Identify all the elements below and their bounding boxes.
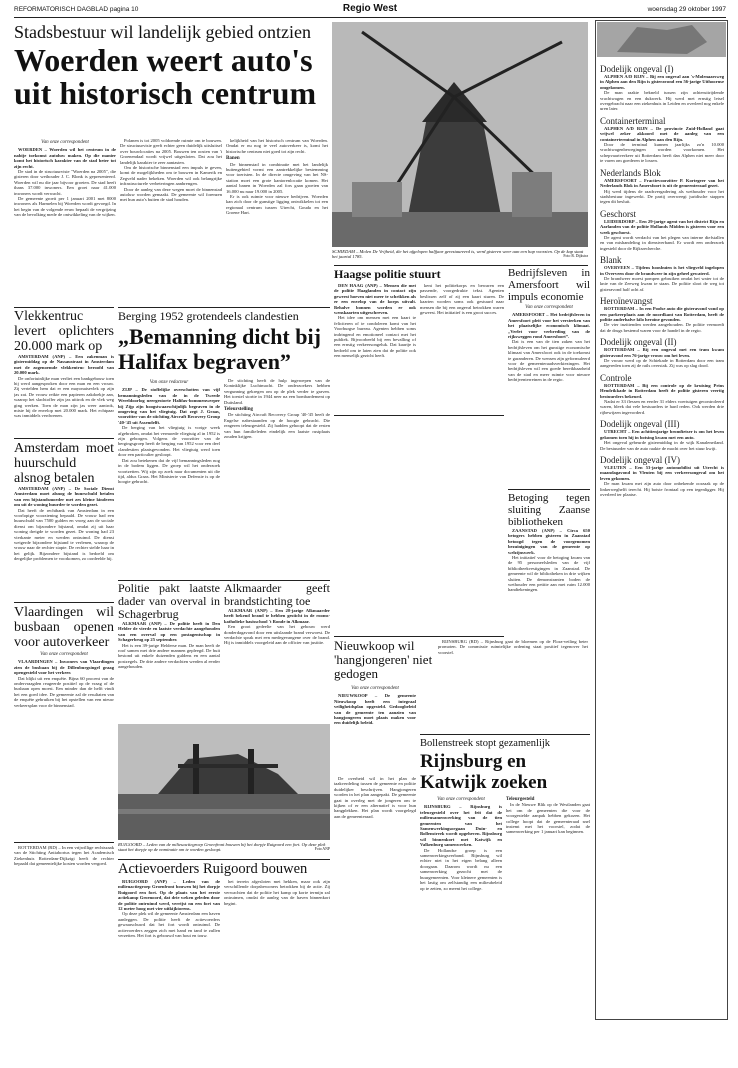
amersfoort-lead: AMERSFOORT – Het bedrijfsleven in Amersfoort pleit voor het versterken van het plaatselijke economisch klimaat. „Verlet voor verbreding van de rijksweggen rond Amersfoort”. bbox=[508, 312, 590, 340]
ruigoord-credit: Foto ANP bbox=[314, 847, 330, 852]
windmill-caption bbox=[332, 249, 588, 263]
rijnsburg-col-2 bbox=[506, 795, 590, 1010]
ruigoord-caption-text: RUIGOORD – Leden van de milieuactiegroep Groenfront bouwen bij het dorpje Ruigoord een fort. Op deze plek staat het dorpje op de nominatie om te worden gesloopt. bbox=[118, 842, 326, 853]
story-schagerbrug bbox=[118, 582, 220, 722]
rijnsburg-subhead: Teleurgesteld bbox=[506, 797, 535, 802]
nieuwkoop-text: De overheid wil in het plan de taakverdeling tussen de gemeente en politie duidelijker beschrijven. Hangjongeren worden in het plan aangepakt. De gemeente gaat in overleg met de jongeren om te kijken of er een alternatief is voor hun hangplekken. Het plan wordt voorgelegd aan de gemeenteraad. bbox=[334, 776, 416, 819]
alkmaarder-text: Een groot gedeelte van het gebouw werd donderdagavond door een uitslaande brand verwoest. De verdachte sprak met een medegevangene over de brand. Hij is inmiddels voorgeleid aan de officier van justitie. bbox=[224, 624, 330, 646]
brief-5-text: De vier inzittenden werden aangehouden. De politie vermoedt dat de drugs bestemd waren voor de handel in de regio. bbox=[600, 322, 724, 333]
zaanse-lead: ZAANSTAD (ANP) – Circa 650 betogers hebben gisteren in Zaanstad betoogd tegen de voorgenomen bezuinigingen van de gemeente op welzijnswerk. bbox=[508, 528, 590, 555]
story-vlekkentruc bbox=[14, 309, 114, 437]
haagse-headline: Haagse politie stuurt bbox=[334, 267, 441, 281]
brief-1 bbox=[600, 116, 724, 164]
sidebar-briefs bbox=[600, 60, 724, 1010]
story-huurschuld bbox=[14, 441, 114, 601]
windmill-credit: Foto R. Dijkstra bbox=[563, 254, 588, 259]
brief-2 bbox=[600, 168, 724, 205]
main-p8: Er is ook ruimte voor nieuwe bedrijven. Woerden kan zich door de gunstige ligging ontwikkelen tot een regionaal centrum tussen Utrecht, Gouda en het Groene Hart. bbox=[226, 194, 328, 216]
main-p6: kelijkheid van het historisch centrum van Woerden. Omdat er nu nog te veel autoverkeer is, komt het historische centrum niet goed tot zijn recht. bbox=[226, 138, 328, 154]
brief-6-head: Dodelijk ongeval (II) bbox=[600, 337, 677, 348]
amersfoort-headline: Bedrijfsleven in Amersfoort wil impuls economie bbox=[508, 267, 590, 303]
brief-8-head: Dodelijk ongeval (III) bbox=[600, 419, 680, 430]
windmill-caption-text: SCHIEDAM – Molen De Vrijheid, die het afgelopen halfjaar gerestaureerd is, werd gisteren weer aan een hap voorzien. Op de kap staat het jaartal 1785. bbox=[332, 249, 584, 260]
brief-0 bbox=[600, 64, 724, 112]
ruigoord-image bbox=[118, 724, 330, 840]
main-headline: Woerden weert auto's uit historisch centrum bbox=[14, 44, 317, 111]
haagse-lead: DEN HAAG (ANP) – Mensen die met de politie Haaglanden in contact zijn geweest hoeven niet meer te schrikken als er een envelop van de korps uitvalt. Behalve bonnen worden er ook wenskaarten uitgeschreven. bbox=[334, 283, 416, 316]
paper-name: REFORMATORISCH DAGBLAD pagina 10 bbox=[14, 6, 139, 13]
huurschuld-text: Dat heeft de rechtbank van Amsterdam in een voorlopige voorziening bepaald. De vrouw had een huurschuld van 7500 gulden en vroeg aan de sociale dienst om bijzondere bijstand, omdat zij uit haar woning dreigde te worden gezet. De woning had 23 vierkante meter en werden ontruimd. De dienst weigerde bijzondere bijstand te verlenen, waarop de vrouw naar de rechter stapte. De rechter stelde haar in het gelijk. Bijzondere bijstand is bedoeld om dergelijke problemen te voorkomen, zo oordeelde hij. bbox=[14, 507, 114, 562]
alkmaarder-headline: Alkmaarder geeft brandstichting toe bbox=[224, 582, 330, 608]
brief-3-head: Geschorst bbox=[600, 208, 636, 219]
halifax-text-3: De stichting heeft de hulp ingeroepen van de Koninklijke Luchtmacht. De onderzoekers hebben vergunning gekregen om op de plek verder te graven. Het toestel stortte in 1944 neer na een bombardement op Duitsland. bbox=[224, 378, 330, 405]
brief-4-text: De brandweer moest pompen gebruiken omdat het water tot de knie van de Zeeweg kwam te staan. De politie sloot de weg tot gisteravond half acht af. bbox=[600, 275, 724, 292]
nieuwkoop-col-2 bbox=[334, 776, 416, 1008]
main-p5: Door de aanleg van deze wegen moet de binnenstad autoluw worden gemaakt. De gemeente wil forenzen met hun auto's buiten de stad houden. bbox=[120, 186, 222, 203]
brief-1-head: Containerterminal bbox=[600, 115, 666, 126]
halifax-col-1 bbox=[118, 378, 220, 578]
brief-7-text: Nadat er 33 flessen en eerder 31 elders voertuigen gecontroleerd waren, bleek dat vele bestuurders te hard reden. Ook werden drie rijbewijzen ingevorderd. bbox=[600, 399, 724, 415]
main-col-2 bbox=[120, 138, 222, 306]
brief-0-text: De man raakte bekneld tussen zijn achteruitrijdende vrachtwagen en een dukwerk. Hij werd met ernstig letsel overgebracht naar een ziekenhuis in Leiden en overleed nog enkele uren later. bbox=[600, 90, 724, 112]
brief-8 bbox=[600, 419, 724, 451]
windmill-image bbox=[332, 22, 588, 247]
brief-7 bbox=[600, 373, 724, 415]
brief-3-text: De agent wordt verdacht van het plegen van interne diefstallen en van mishandeling in dienstverband. Er wordt een onderzoek ingesteld door de Rijksrecherche. bbox=[600, 234, 724, 251]
ruigoord-lead: RUIGOORD (ANP) – Leden van de milieuactiegroep Groenfront bouwen bij het dorpje Ruigoord een fort. Op de plaats van het eerste actiekamp Groenoord, dat drie weken geleden door de politie ontruimd werd, verrijst nu een fort van 12 meter hoog met vier uitkijktorens. bbox=[118, 879, 220, 912]
main-p3: Polanen is tot 2005 voldoende ruimte om te bouwen. De structuurvisie geeft echter geen duidelijk uitsluitsel over bouwlocaties na 2005. Bouwen ten oosten van 't Groenendaal wordt vrijwel uitgesloten. Dat zou het landelijk karakter te zeer aantasten. bbox=[120, 138, 222, 165]
brief-5 bbox=[600, 296, 724, 333]
vlekkentruc-headline: Vlekkentruc levert oplichters 20.000 mark op bbox=[14, 309, 114, 354]
brief-3-lead: LEIDERDORP – Een 29-jarige agent van het district Rijn en Aarlanden van de politie Hollands Midden is gisteren voor een week geschorst. bbox=[600, 218, 724, 235]
huurschuld-lead: AMSTERDAM (ANP) – De Sociale Dienst Amsterdam moet alsnog de huurschuld betalen van een bijstandsmoeder met zes kleine kinderen om uit de woning huurder te worden gezet. bbox=[14, 486, 114, 508]
brief-7-lead: ROTTERDAM – Bij een controle op de kruising Prins Hendrikkade in Rotterdam heeft de politie gisteren veertig bestuurders bekeurd. bbox=[600, 382, 724, 399]
rijnsburg-kicker: Bollenstreek stopt gezamenlijk bbox=[420, 738, 551, 749]
brief-0-lead: ALPHEN A/D RIJN – Bij een ongeval aan 's-Molenaarsweg in Alphen aan den Rijn is gisteravond een 56-jarige Uithoornse omgekomen. bbox=[600, 74, 724, 90]
brief-6 bbox=[600, 337, 724, 369]
ruigoord-col-1 bbox=[118, 879, 220, 1009]
story-amersfoort bbox=[508, 267, 590, 487]
main-p4: Om de historische binnenstad een impuls te geven, komt de mogelijkheden om te bouwen in Kamerik en Zegveld nader bekeken. Woerden wil ook belangrijke infrastructurele verbeteringen aanbrengen. bbox=[120, 165, 222, 187]
nieuwkoop-byline: Van onze correspondent bbox=[351, 686, 399, 691]
story-rotterdam-brief bbox=[14, 845, 114, 905]
main-subhead-banen: Banen bbox=[226, 156, 240, 162]
vlaardingen-bus-byline: Van onze correspondent bbox=[40, 652, 88, 657]
halifax-headline: „Bemanning dicht bij Halifax begraven” bbox=[118, 324, 321, 374]
ruigoord-photo bbox=[118, 724, 330, 840]
brief-9-head: Dodelijk ongeval (IV) bbox=[600, 454, 680, 465]
halifax-col-2 bbox=[224, 378, 330, 578]
brief-1-lead: ALPHEN A/D RIJN – De provincie Zuid-Holland gaat vrijwel zeker akkoord met de aanleg van een containerterminal in Alphen aan den Rijn. bbox=[600, 125, 724, 142]
nieuwkoop-headline: Nieuwkoop wil 'hangjongeren' niet gedogen bbox=[334, 639, 433, 681]
brief-0-head: Dodelijk ongeval (I) bbox=[600, 64, 674, 74]
main-lead: WOERDEN – Woerden wil het centrum in de nabije toekomst autoluw maken. Op die manier komt het historisch karakter van de stad beter tot zijn recht. bbox=[14, 147, 116, 169]
brief-9-lead: VLEUTEN – Een 53-jarige automobilist uit Utrecht is maandagavond in Vleuten bij een verkeersongeval om het leven gekomen. bbox=[600, 464, 724, 481]
halifax-lead: ZIJP – De stoffelijke overschotten van vijf bemanningsleden van de in de Tweede Wereldoorlog neergestorte Halifax-bommenwerper bij Zijp zijn hoogstwaarschijnlijk begraven in de omgeving van het vliegtuig. Dat zegt J. Graas, voorzitter van de stichting Aircraft Recovery Group '40-'45 uit Assendelft. bbox=[118, 387, 220, 425]
main-p1: De stad in de structuurvisie "Woerden na 2005", die gisteren door wethouder J. C. Blonk is gepresenteerd. Woerden wil nu die jaar bijvoor groeien. De stad heeft thans 37.000 inwoners. Een groei naar 41.000 inwoners wordt verwacht. bbox=[14, 169, 116, 196]
rijnsburg-lead: RIJNSBURG – Rijnsburg is teleurgesteld over het feit dat de milieusamenwerking van de tien gemeenten van het Samenwerkingsorgaan Duin- en Bollenstreek wordt opgeheven. Rijnsburg wil binnenkort met Katwijk en Valkenburg samenwerken. bbox=[420, 804, 502, 848]
huurschuld-headline: Amsterdam moet huurschuld alsnog betalen bbox=[14, 441, 114, 486]
haagse-col-1 bbox=[334, 283, 416, 413]
schagerbrug-text: Het is een 39-jarige Helderse man. De man heeft de roof samen met drie andere mannen gepleegd. De buit bestond uit enkele duizenden guldens en een aantal postzegels. De drie andere verdachten werden al eerder aangehouden. bbox=[118, 642, 220, 670]
main-p2: De gemeente groeit per 1 januari 2001 met 8000 inwoners als Harmelen bij Woerden wordt gevoegd. In het begin van de volgende eeuw bepaalt de vergrijzing van de bevolking mede de ontwikkeling van de wijken. bbox=[14, 196, 116, 218]
main-byline: Van onze correspondent bbox=[41, 140, 89, 145]
brief-8-text: Het ongeval gebeurde gistermiddag in de wijk Kanaleneiland. De bestuurder van de auto raakte de macht over het stuur kwijt. bbox=[600, 440, 724, 451]
story-zaanse bbox=[508, 492, 590, 642]
moermanlaan-col-1 bbox=[334, 464, 416, 634]
haagse-text-2: kent het politiekorps en bewaren een passende, voorgedrukte tekst. Agenten beslissen zelf of zij een kaart sturen. De kaarten worden soms ook gestuurd naar mensen die bij een ongeval betrokken waren geweest. Het initiatief is een groot succes. bbox=[420, 283, 504, 316]
brief-6-lead: ROTTERDAM – Bij een ongeval met een tram kwam gisteravond een 76-jarige vrouw om het leven. bbox=[600, 347, 724, 358]
haagse-col-2 bbox=[420, 283, 504, 413]
rijnsburg-byline: Van onze correspondent bbox=[437, 797, 485, 802]
story-alkmaarder bbox=[224, 582, 330, 722]
brief-6-text: De vrouw werd op de Schiekade in Rotterdam door een tram aangereden toen zij de rails overstak. Zij was op slag dood. bbox=[600, 358, 724, 369]
rijnsburg-text-2: In de Nieuwe Blik op de Westlanden gaat het om de gemeenten die voor de voorgestelde aanpak hebben gekozen. Het college hoopt dat de gemeenteraad snel instemt met het voorstel, zodat de samenwerking per 1 januari kan beginnen. bbox=[506, 802, 590, 835]
rijnsburg-brief-text: RIJNSBURG (RD) – Rijnsburg gaat de bloemen op de Flora-veiling beter promoten. De commissie ruimtelijke ordening staat positief tegenover het voorstel. bbox=[438, 639, 588, 655]
brief-2-head: Nederlands Blok bbox=[600, 167, 661, 178]
main-col-1 bbox=[14, 138, 116, 306]
main-kicker: Stadsbestuur wil landelijk gebied ontzien bbox=[14, 22, 311, 42]
nieuwkoop-col-1 bbox=[334, 684, 416, 774]
ruigoord-text: Op deze plek wil de gemeente Amsterdam een haven aanleggen. De politie heeft de actievoerders gewaarschuwd dat het fort wordt ontruimd. De actievoerders zeggen zich met hand en tand te zullen verzetten. Het fort is gebouwd van hout en touw. bbox=[118, 911, 220, 939]
ruigoord-text-2: het terrein afgesloten met hekken, maar ook zijn verschillende dorpsbewoners betrokken bij de actie. Zij verwachten dat de politie het kamp op korte termijn zal ontruimen, omdat de aanleg van de haven binnenkort begint. bbox=[224, 879, 330, 906]
header-rule bbox=[14, 17, 726, 18]
vlekkentruc-text: De onfortuinlijke man verliet een bankgebouw toen hij werd aangesproken door een man en een vrouw. Zij vertelden hem dat er een mayonaisevlek op zijn jas zat. De vrouw reikte een papieren zakdoekje aan, waarop het slachtoffer zijn jas uittrok en de vlek weg ging werken. Toen de man zijn jas weer aantrok, miste hij de envelop met 20.000 mark. Het echtpaar was inmiddels verdwenen. bbox=[14, 375, 114, 419]
halifax-kicker: Berging 1952 grotendeels clandestien bbox=[118, 309, 299, 323]
halifax-subhead: Teleurstelling bbox=[224, 407, 253, 413]
brief-9-text: De man kwam met zijn auto door onbekende oorzaak op de linkerweghelft terecht. Hij botste frontaal op een tegenligger. Hij overleed ter plaatse. bbox=[600, 481, 724, 497]
brief-8-lead: UTRECHT – Een achttienjarige bromfietser is om het leven gekomen toen hij in botsing kwam met een auto. bbox=[600, 429, 724, 440]
brief-7-head: Controle bbox=[600, 372, 632, 383]
ruigoord-col-2 bbox=[224, 879, 330, 1009]
windmill-photo bbox=[332, 22, 588, 247]
halifax-byline: Van onze redacteur bbox=[149, 380, 189, 385]
brief-4 bbox=[600, 255, 724, 292]
brief-1-text: Door de terminal kunnen jaarlijks zo'n 10.000 vrachtwagenbewegingen worden voorkomen. Het schepvaartverkeer uit Rotterdam heeft dan Alphen niet meer door te varen om goederen te lossen. bbox=[600, 142, 724, 164]
schagerbrug-lead: ALKMAAR (ANP) – De politie heeft in Den Helder de vierde en laatste verdachte aangehouden van een overval op een postagentschap in Schagerbrug op 25 september. bbox=[118, 621, 220, 643]
vlekkentruc-lead: AMSTERDAM (ANP) – Een zakenman is gistermiddag op de Nassaustraat in Amsterdam met de zogenoemde vlekkentruc beroofd van 20.000 mark. bbox=[14, 354, 114, 376]
section-title: Regio West bbox=[342, 3, 398, 14]
ruigoord-headline: Actievoerders Ruigoord bouwen bbox=[118, 861, 308, 877]
rijnsburg-col-1 bbox=[420, 795, 502, 1010]
moermanlaan-headline bbox=[334, 418, 504, 462]
nieuwkoop-lead: NIEUWKOOP – De gemeente Nieuwkoop heeft een integraal veiligheidsplan opgesteld. Gedoogbeleid van de gemeente ten aanzien van hangjongeren moet plaats maken voor een duidelijk beleid. bbox=[334, 693, 416, 726]
brief-4-head: Blank bbox=[600, 255, 622, 266]
vlaardingen-bus-lead: VLAARDINGEN – Inwoners van Vlaardingen zien de busbaan bij de Dillenburgsingel graag opengesteld voor het verkeer. bbox=[14, 659, 114, 676]
main-p7: De binnenstad in combinatie met het landelijk buitengebied vormt een aantrekkelijke bestemming voor toeristen. In de directe omgeving van het NS-station moet een grote kantorenlocatie komen. Het aantal banen in Woerden zal fors gaan groeien van 16.000 nu naar 19.000 in 2005. bbox=[226, 161, 328, 194]
rijnsburg-headline: Rijnsburg en Katwijk zoeken bbox=[420, 751, 548, 793]
rijnsburg-text: De Hollandse groep is een samenwerkingsverband. Rijnsburg wil echter niet in het eigen belang alleen doorgaan. Daarom wordt nu een samenwerking gezocht met de buurgemeenten. Voor kleinere gemeenten is het lastig om zelfstandig een milieubeleid op te zetten, zo meent het college. bbox=[420, 847, 502, 891]
rotterdam-brief-text: ROTTERDAM (RD) – In een vrijwillige rechtszaak van de Stichting Antiabortus tegen het Academisch Ziekenhuis Rotterdam-Dijkzigt heeft de rechter bepaald dat gemeentelijke kosten worden vergoed. bbox=[14, 845, 114, 867]
brief-5-lead: ROTTERDAM – In een Poolse auto die gisteravond vond op een parkeerplaats aan de noordkant van Rotterdam, heeft de politie anderhalve kilo heroïne gevonden. bbox=[600, 306, 724, 322]
moermanlaan-col-2 bbox=[420, 464, 504, 634]
haagse-text: Het idee om mensen met een kaart te feliciteren of te condoleren komt van het Voorburgse bureau. Agenten hebben soms indringend en emotioneel contact met het publiek. Bijvoorbeeld bij een bevalling of een ernstig verkeersongeluk. Dat kaartje is bedoeld om te laten zien dat de politie ook een menselijk gezicht heeft. bbox=[334, 315, 416, 359]
story-vlaardingen-bus bbox=[14, 605, 114, 840]
brief-2-lead: AMERSFOORT – Fractievoorzitter P. Kortegeer van het Nederlands Blok in Amersfoort is uit de gemeenteraad gezet. bbox=[600, 177, 724, 189]
vlaardingen-bus-text: Dat blijkt uit een enquête. Bijna 60 procent van de ondervraagden reageerde positief op de vraag of de busbaan open moest. Een minder dan de helft vindt het een goed idee. De gemeente zal de resultaten van de enquête gebruiken bij het opstellen van een nieuw verkeersplan voor de binnenstad. bbox=[14, 675, 114, 708]
brief-4-lead: OVERVEEN – Tijdens hoosbuien is het vliegveld ingelopen in Overveen door de brandweer in zijn geheel gewaterd. bbox=[600, 265, 724, 276]
halifax-text-4: De stichting Aircraft Recovery Group '40-'45 heeft de Engelse nabestaanden op de hoogte gebracht. Die reageren teleurgesteld. Zij hadden gehoopt dat de resten van hun familieleden eindelijk een laatste rustplaats zouden krijgen. bbox=[224, 412, 330, 440]
brief-2-text: Hij werd tijdens de raadsvergadering als wethouder voor het stadsbestuur ingewerkt. De partij overweegt juridische stappen tegen dit besluit. bbox=[600, 188, 724, 205]
vlaardingen-bus-headline: Vlaardingen wil busbaan openen voor autoverkeer bbox=[14, 605, 114, 650]
brief-9 bbox=[600, 455, 724, 497]
ruigoord-caption bbox=[118, 842, 330, 858]
halifax-text-2: Dat zou betekenen dat de vijf bemanningsleden nog in de bodem liggen. De groep wil het onderzoek voortzetten. Wij zijn op zoek naar documenten uit die tijd, aldus Graas. Het Ministerie van Defensie is op de hoogte gebracht. bbox=[118, 457, 220, 485]
schagerbrug-headline: Politie pakt laatste dader van overval in Schagerbrug bbox=[118, 582, 220, 621]
page-date: woensdag 29 oktober 1997 bbox=[647, 6, 726, 13]
zaanse-text: Het initiatief voor de betoging kwam van de 95 personeelsleden van de vijf bibliotheekvestigingen in Zaanstad. De gemeente wil de bibliotheken in drie wijken sluiten. De demonstranten boden de wethouder een petitie aan met ruim 12.000 handtekeningen. bbox=[508, 555, 590, 593]
amersfoort-text: Dat is een van de tien zaken van het bedrijfsleven om het gunstige economische klimaat van Amersfoort ook in de toekomst te garanderen. De wensen zijn geformuleerd voor de gemeenteraadsverkiezingen. Het bedrijfsleven wil een goede bereikbaarheid van de stad en meer ruimte voor nieuwe bedrijventerreinen in de regio. bbox=[508, 339, 590, 383]
brief-3 bbox=[600, 209, 724, 251]
brief-5-head: Heroïnevangst bbox=[600, 296, 653, 307]
zaanse-headline: Betoging tegen sluiting Zaanse bibliotheken bbox=[508, 492, 590, 528]
amersfoort-byline: Van onze correspondent bbox=[525, 305, 573, 310]
story-rijnsburg-brief bbox=[438, 639, 588, 683]
alkmaarder-lead: ALKMAAR (ANP) – Een 28-jarige Alkmaarder heeft bekend brand te hebben gesticht in de rooms-katholieke basisschool 't Ronde in Alkmaar. bbox=[224, 608, 330, 624]
halifax-text-1: De berging van het vliegtuig is vorige week afgebroken, omdat het vermoede vliegtuig al in 1952 is zijn geborgen. Volgens de voorzitter van de bergingsgroep heeft de berging van 1952 voor een deel clandestien plaatsgevonden. Het vliegtuig werd toen door een particulier gesloopt. bbox=[118, 425, 220, 458]
main-col-3 bbox=[226, 138, 328, 306]
